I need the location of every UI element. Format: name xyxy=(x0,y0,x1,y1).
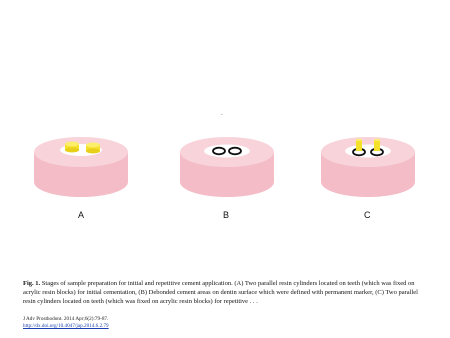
panel-c-resin-cylinder-right xyxy=(374,139,380,151)
journal-reference: J Adv Prosthodont. 2014 Apr;6(2):79-87. xyxy=(23,316,109,322)
figure-caption xyxy=(23,279,431,306)
panel-a-resin-cylinder-right xyxy=(86,143,100,154)
caption-label: Fig. 1. xyxy=(23,280,41,287)
panel-b-cement-area xyxy=(204,145,250,158)
panel-label-c: C xyxy=(364,210,371,220)
panel-label-a: A xyxy=(78,210,85,220)
panel-label-b: B xyxy=(223,210,230,220)
panel-a-block xyxy=(34,137,128,197)
citation-block xyxy=(23,316,109,330)
tick-mark: - xyxy=(221,112,223,118)
panel-c-cement-area xyxy=(345,145,391,158)
panel-b-block xyxy=(180,137,274,197)
panel-c-block xyxy=(321,137,415,197)
panel-c-resin-cylinder-left xyxy=(356,139,362,151)
panel-a-resin-cylinder-left xyxy=(65,142,79,153)
doi-link[interactable]: http://dx.doi.org/10.4047/jap.2014.6.2.79 xyxy=(23,322,109,329)
caption-text: Stages of sample preparation for initial and repetitive cement application. (A) Two parallel resin cylinders located on teeth (which was fixed on acrylic resin blocks) for initial cementation, (B) Debonded cement areas on dentin surface which were defined with permanent marker, (C) Two parallel resin cylinders located on teeth (which was fixed on acrylic resin blocks) for repetitive . . . xyxy=(23,280,418,305)
